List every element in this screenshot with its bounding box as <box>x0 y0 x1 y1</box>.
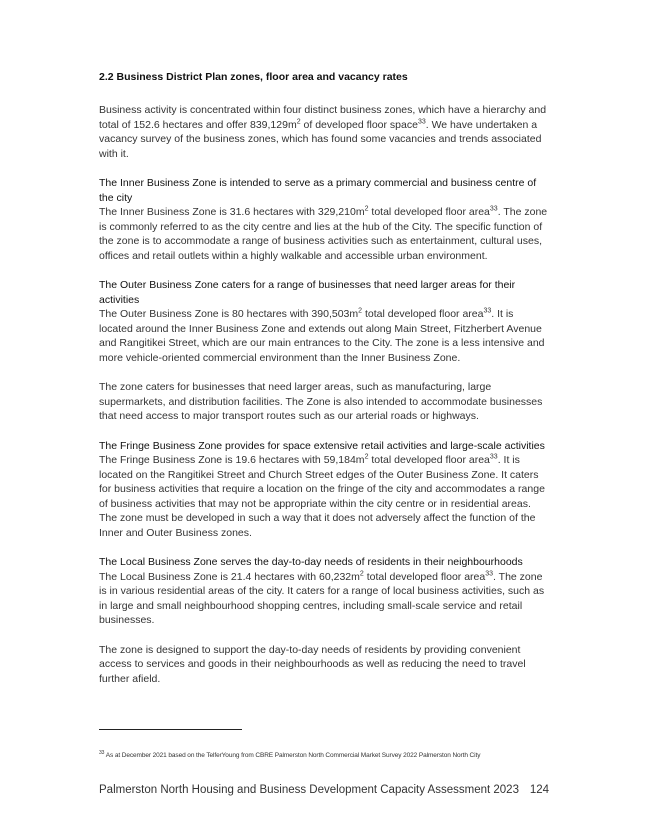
footnote-text: As at December 2021 based on the TelferYoung from CBRE Palmerston North Commercial Market Survey 2022 Palmerston North City <box>104 752 481 759</box>
zone-heading: The Local Business Zone serves the day-to-day needs of residents in their neighbourhoods <box>99 556 523 568</box>
zone-paragraph: The Outer Business Zone is 80 hectares with $390,503m^2$ total developed floor area$^{33}$. It is located around the Inner Business Zone and extends out along Main Street, Fitzherbert Avenue and Rangitikei Street, which are our main entrances to the City. The zone is a less intensive and more vehicle-oriented commercial environment than the Inner Business Zone. <box>99 307 545 364</box>
zone-heading: The Fringe Business Zone provides for space extensive retail activities and large-scale activities <box>99 439 545 452</box>
footnote-divider <box>99 729 242 730</box>
zone-extra-paragraph: The zone is designed to support the day-to-day needs of residents by providing convenient access to services and goods in their neighbourhoods as well as reducing the need to travel further afield. <box>99 643 526 685</box>
zone-section-outer <box>99 278 549 424</box>
zone-heading: The Outer Business Zone caters for a range of businesses that need larger areas for their activities <box>99 279 516 306</box>
zone-heading: The Inner Business Zone is intended to serve as a primary commercial and business centre of the city <box>99 177 537 204</box>
zone-section-inner <box>99 176 549 263</box>
intro-paragraph: Business activity is concentrated within four distinct business zones, which have a hierarchy and total of 152.6 hectares and offer $839,129m^2$ of developed floor space$^{33}$. We have undertaken a vacancy survey of the business zones, which has found some vacancies and trends associated with it. <box>99 104 547 160</box>
zone-paragraph: The Inner Business Zone is 31.6 hectares with $329,210m^2$ total developed floor area$^{33}$. The zone is commonly referred to as the city centre and lies at the hub of the City. The specific function of the zone is to accommodate a range of business activities such as entertainment, cultural uses, offices and retail outlets within a highly walkable and accessible urban environment. <box>99 205 548 262</box>
section-heading: 2.2 Business District Plan zones, floor area and vacancy rates <box>99 71 408 83</box>
footnote <box>99 749 481 759</box>
page-content <box>99 70 549 701</box>
zone-extra-paragraph: The zone caters for businesses that need larger areas, such as manufacturing, large supermarkets, and distribution facilities. The Zone is also intended to accommodate businesses that need access to major transport routes such as our arterial roads or highways. <box>99 381 543 422</box>
footer-title: Palmerston North Housing and Business Development Capacity Assessment 2023 <box>99 784 519 796</box>
zone-section-fringe <box>99 439 549 541</box>
zone-section-local <box>99 555 549 686</box>
zone-paragraph: The Local Business Zone is 21.4 hectares with $60,232m^2$ total developed floor area$^{33}$. The zone is in various residential areas of the city. It caters for a range of local business activities, such as in large and small neighbourhood shopping centres, including small-scale service and retail businesses. <box>99 570 545 626</box>
footnote-number: 33 <box>99 749 105 756</box>
zone-paragraph: The Fringe Business Zone is 19.6 hectares with $59,184m^2$ total developed floor area$^{33}$. It is located on the Rangitikei Street and Church Street edges of the Outer Business Zone. It caters for business activities that require a location on the fringe of the city and accommodates a range of business activities that may not be appropriate within the city centre or in residential areas. The zone must be developed in such a way that it does not adversely affect the function of the Inner and Outer Business zones. <box>99 453 545 539</box>
page-number: 124 <box>529 784 549 796</box>
